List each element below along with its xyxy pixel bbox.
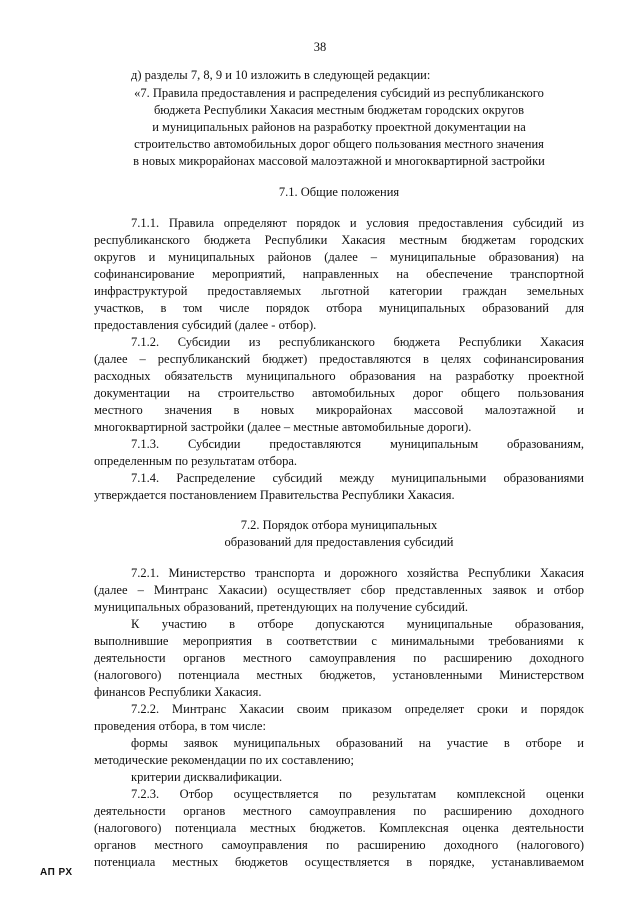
subsection-heading: образований для предоставления субсидий	[224, 535, 454, 549]
paragraph-line: формы заявок муниципальных образований на участие в отборе и	[131, 736, 584, 750]
paragraph-line: методические рекомендации по их составлению;	[94, 753, 354, 767]
paragraph-line: 7.1.2. Субсидии из республиканского бюджета Республики Хакасия	[131, 335, 584, 349]
paragraph-line: потенциала местных бюджетов осуществляется в порядке, устанавливаемом	[94, 855, 584, 869]
paragraph-line: 7.2.1. Министерство транспорта и дорожного хозяйства Республики Хакасия	[131, 566, 584, 580]
paragraph-line: софинансирование мероприятий, направленных на обеспечение транспортной	[94, 267, 584, 281]
section-heading-line: бюджета Республики Хакасия местным бюджетам городских округов	[153, 103, 525, 117]
paragraph-line: (далее – Минтранс Хакасии) осуществляет сбор представленных заявок и отбор	[94, 583, 584, 597]
page-number: 38	[313, 40, 327, 54]
paragraph-line: 7.2.3. Отбор осуществляется по результатам комплексной оценки	[131, 787, 584, 801]
paragraph-line: муниципальных образований, претендующих на получение субсидий.	[94, 600, 469, 614]
paragraph-line: критерии дисквалификации.	[131, 770, 283, 784]
paragraph-line: проведения отбора, в том числе:	[94, 719, 266, 733]
section-heading-line: в новых микрорайонах массовой малоэтажной и многоквартирной застройки	[133, 154, 545, 168]
paragraph-line: органов местного самоуправления по расширению доходного (налогового)	[94, 838, 584, 852]
paragraph-line: республиканского бюджета Республики Хакасия местным бюджетам городских	[94, 233, 584, 247]
paragraph-line: деятельности органов местного самоуправления по расширению доходного	[94, 804, 584, 818]
paragraph-line: документации на строительство автомобильных дорог общего пользования	[94, 386, 584, 400]
section-heading-line: и муниципальных районов на разработку проектной документации на	[152, 120, 526, 134]
footer-mark: АП РХ	[40, 867, 73, 878]
paragraph-line: 7.1.1. Правила определяют порядок и условия предоставления субсидий из	[131, 216, 584, 230]
paragraph-line: К участию в отборе допускаются муниципальные образования,	[131, 617, 584, 631]
subsection-heading: 7.2. Порядок отбора муниципальных	[240, 518, 438, 532]
paragraph-line: утверждается постановлением Правительства Республики Хакасия.	[94, 488, 455, 502]
paragraph-line: определенным по результатам отбора.	[94, 454, 298, 468]
paragraph-line: выполнившие мероприятия в соответствии с минимальными требованиями к	[94, 634, 584, 648]
text-line: д) разделы 7, 8, 9 и 10 изложить в следующей редакции:	[131, 68, 431, 82]
paragraph-line: многоквартирной застройки (далее – местные автомобильные дороги).	[94, 420, 472, 434]
paragraph-line: 7.2.2. Минтранс Хакасии своим приказом определяет сроки и порядок	[131, 702, 584, 716]
section-heading-line: строительство автомобильных дорог общего пользования местного значения	[134, 137, 544, 151]
paragraph-line: местного значения в новых микрорайонах массовой малоэтажной и	[94, 403, 584, 417]
paragraph-line: 7.1.3. Субсидии предоставляются муниципальным образованиям,	[131, 437, 584, 451]
section-heading-line: «7. Правила предоставления и распределения субсидий из республиканского	[134, 86, 544, 100]
paragraph-line: (налогового) потенциала местных бюджетов, установленными Министерством	[94, 668, 584, 682]
paragraph-line: участков, в том числе порядок отбора муниципальных образований для	[94, 301, 584, 315]
paragraph-line: расходных обязательств муниципального образования на разработку проектной	[94, 369, 584, 383]
paragraph-line: финансов Республики Хакасия.	[94, 685, 262, 699]
paragraph-line: предоставления субсидий (далее - отбор).	[94, 318, 317, 332]
paragraph-line: инфраструктурой предоставляемых льготной категории граждан земельных	[94, 284, 584, 298]
paragraph-line: деятельности органов местного самоуправления по расширению доходного	[94, 651, 584, 665]
paragraph-line: (налогового) потенциала местных бюджетов. Комплексная оценка деятельности	[94, 821, 584, 835]
paragraph-line: (далее – республиканский бюджет) предоставляются в целях софинансирования	[94, 352, 584, 366]
paragraph-line: округов и муниципальных районов (далее – муниципальные образования) на	[94, 250, 584, 264]
paragraph-line: 7.1.4. Распределение субсидий между муниципальными образованиями	[131, 471, 584, 485]
subsection-heading: 7.1. Общие положения	[278, 185, 400, 199]
